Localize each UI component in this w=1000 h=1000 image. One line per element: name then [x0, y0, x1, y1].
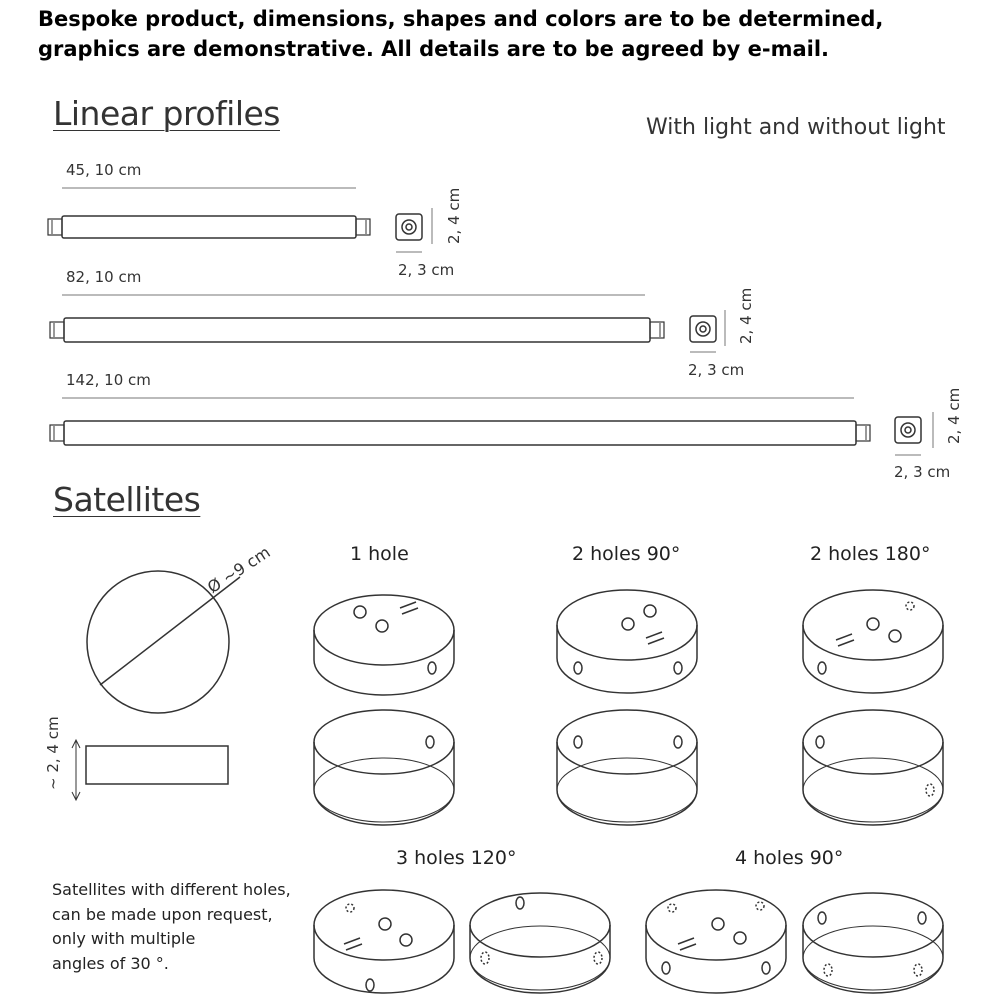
- satellite-diameter-label: Ø ~9 cm: [204, 542, 274, 597]
- variant-caption-3-holes-120: 3 holes 120°: [396, 847, 517, 869]
- variant-caption-2-holes-180: 2 holes 180°: [810, 543, 931, 565]
- profile-2-length-label: 82, 10 cm: [66, 268, 142, 286]
- satellite-top-view: [87, 571, 240, 713]
- profile-3-width-label: 2, 3 cm: [894, 463, 951, 481]
- satellite-side-view: [72, 740, 228, 800]
- linear-profile-45cm: [48, 188, 370, 238]
- puck-2-holes-180-top: [803, 590, 943, 693]
- puck-3-holes-120-bottom: [470, 893, 610, 993]
- note-line: Satellites with different holes,: [52, 880, 291, 899]
- variant-caption-2-holes-90: 2 holes 90°: [572, 543, 681, 565]
- linear-profiles-subtitle: With light and without light: [646, 115, 946, 140]
- note-line: angles of 30 °.: [52, 953, 169, 973]
- profile-1-width-label: 2, 3 cm: [398, 261, 455, 279]
- profile-3-height-label: 2, 4 cm: [945, 387, 963, 444]
- note-line: can be made upon request,: [52, 904, 273, 924]
- profile-3-section-icon: [895, 412, 933, 455]
- puck-2-holes-180-bottom: [803, 710, 943, 825]
- puck-3-holes-120-top: [314, 890, 454, 993]
- puck-4-holes-90-bottom: [803, 893, 943, 993]
- satellite-height-label: ~ 2, 4 cm: [44, 716, 62, 790]
- notice-text: Bespoke product, dimensions, shapes and colors are to be determined, graphics are demonstrative. All details are to be agreed by e-mail.: [38, 7, 884, 61]
- linear-profiles-title: Linear profiles: [53, 94, 280, 133]
- puck-4-holes-90-top: [646, 890, 786, 993]
- profile-1-length-label: 45, 10 cm: [66, 161, 142, 179]
- puck-2-holes-90-bottom: [557, 710, 697, 825]
- linear-profile-82cm: [50, 295, 664, 342]
- profile-2-height-label: 2, 4 cm: [737, 287, 755, 344]
- profile-3-length-label: 142, 10 cm: [66, 371, 151, 389]
- profile-2-width-label: 2, 3 cm: [688, 361, 745, 379]
- profile-1-height-label: 2, 4 cm: [445, 187, 463, 244]
- variant-caption-4-holes-90: 4 holes 90°: [735, 847, 844, 869]
- profile-2-section-icon: [690, 310, 725, 352]
- variant-caption-1-hole: 1 hole: [350, 543, 409, 565]
- puck-2-holes-90-top: [557, 590, 697, 693]
- satellites-title: Satellites: [53, 480, 201, 519]
- linear-profile-142cm: [50, 398, 870, 445]
- puck-1-hole-top: [314, 595, 454, 695]
- puck-1-hole-bottom: [314, 710, 454, 825]
- profile-1-section-icon: [396, 208, 432, 252]
- note-line: only with multiple: [52, 929, 196, 948]
